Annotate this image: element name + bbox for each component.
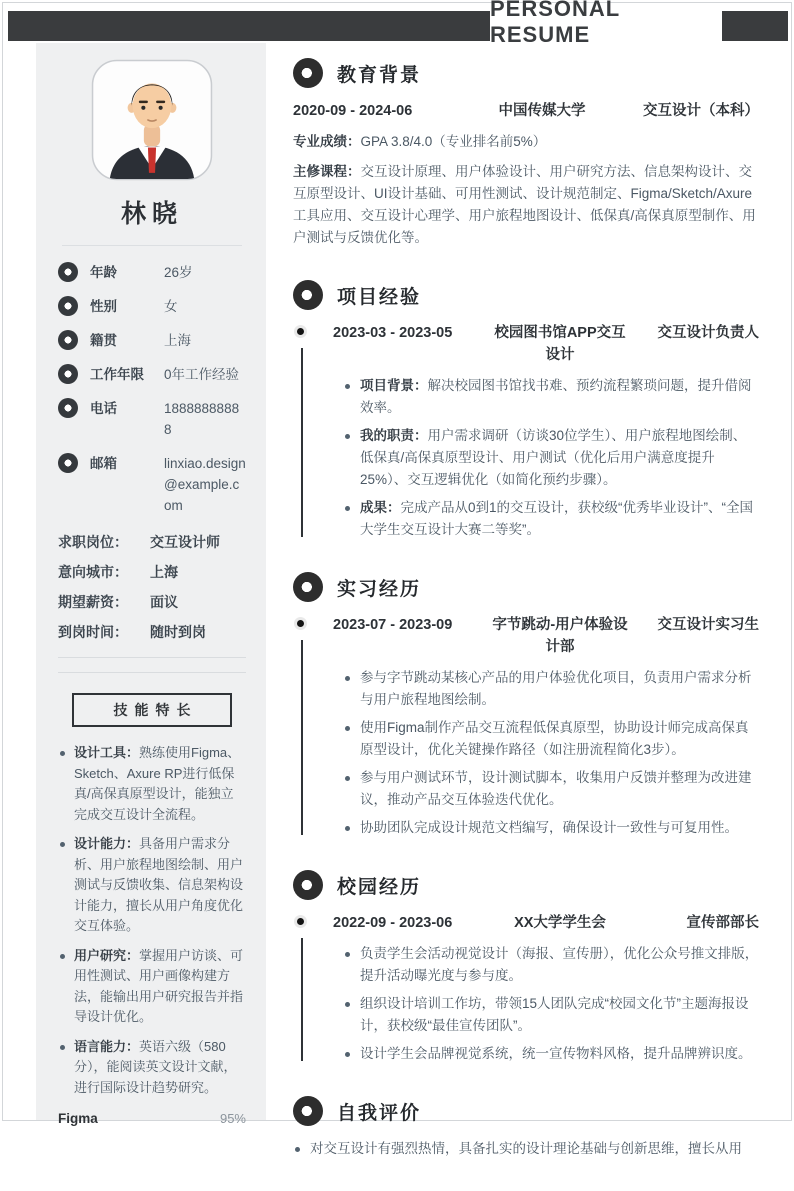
bullet-dot-icon	[60, 1045, 65, 1050]
entry-role: 交互设计实习生	[657, 617, 759, 633]
avatar-portrait-icon	[91, 59, 213, 181]
section-header	[293, 58, 759, 88]
timeline-entry	[293, 614, 759, 839]
bullet-item: 我的职责：用户需求调研（访谈30位学生）、用户旅程地图绘制、低保真/高保真原型设计、用户测试（优化后用户满意度提升25%）、交互逻辑优化（如简化预约步骤）。	[333, 425, 759, 491]
main-content	[293, 58, 759, 1191]
bullet-item: 参与用户测试环节，设计测试脚本，收集用户反馈并整理为改进建议，推动产品交互体验迭代优化。	[333, 767, 759, 811]
bullet-item: 使用Figma制作产品交互流程低保真原型，协助设计师完成高保真原型设计，优化关键操作路径（如注册流程简化3步）。	[333, 717, 759, 761]
info-label: 电话	[90, 401, 117, 416]
skill-meter-figma	[58, 1111, 246, 1126]
bullet-item: 设计学生会品牌视觉系统，统一宣传物料风格，提升品牌辨识度。	[333, 1043, 759, 1065]
timeline-line	[301, 348, 303, 537]
entry-period: 2023-03 - 2023-05	[333, 325, 453, 341]
info-value: 0年工作经验	[164, 367, 240, 382]
info-value: 18888888888	[164, 401, 240, 437]
section-internship	[293, 572, 759, 839]
section-header	[293, 870, 759, 900]
bullet-dot-icon	[345, 384, 350, 389]
info-label: 工作年限	[90, 367, 144, 382]
resume-page	[2, 0, 792, 1156]
entry-bullets	[333, 943, 759, 1065]
header-title-box	[490, 0, 722, 47]
entry-period: 2020-09 - 2024-06	[293, 103, 413, 119]
skills-list	[58, 743, 246, 1098]
skill-meter-name: Figma	[58, 1111, 98, 1126]
bullet-item: 负责学生会活动视觉设计（海报、宣传册），优化公众号推文排版，提升活动曝光度与参与度。	[333, 943, 759, 987]
entry-bullets	[293, 1138, 759, 1160]
bullet-item: 成果：完成产品从0到1的交互设计，获校级“优秀毕业设计”、“全国大学生交互设计大赛二等奖”。	[333, 497, 759, 541]
section-title: 项目经验	[337, 286, 422, 308]
entry-org: XX大学学生会	[514, 915, 606, 931]
bullet-dot-icon	[345, 1002, 350, 1007]
entry-major: 交互设计（本科）	[643, 103, 759, 119]
bullet-dot-icon	[345, 952, 350, 957]
candidate-name: 林晓	[120, 200, 183, 228]
skill-item-research: 用户研究：掌握用户访谈、可用性测试、用户画像构建方法，能输出用户研究报告并指导设计优化。	[58, 946, 246, 1028]
section-header	[293, 1096, 759, 1126]
bullet-item: 对交互设计有强烈热情，具备扎实的设计理论基础与创新思维，擅长从用	[293, 1138, 759, 1160]
section-self-evaluation	[293, 1096, 759, 1160]
entry-org: 字节跳动-用户体验设计部	[492, 617, 628, 655]
info-row-experience	[58, 364, 246, 385]
job-intent-list	[58, 532, 246, 643]
skills-title: 技能特长	[113, 702, 198, 718]
section-project	[293, 280, 759, 541]
divider	[58, 657, 246, 658]
personal-info-list	[58, 262, 246, 516]
section-bullet-icon	[293, 572, 323, 602]
bullet-item: 组织设计培训工作坊，带领15人团队完成“校园文化节”主题海报设计，获校级“最佳宣传团队”。	[333, 993, 759, 1037]
bullet-item: 项目背景：解决校园图书馆找书难、预约流程繁琐问题，提升借阅效率。	[333, 375, 759, 419]
bullet-item: 协助团队完成设计规范文档编写，确保设计一致性与可复用性。	[333, 817, 759, 839]
bullet-item: 参与字节跳动某核心产品的用户体验优化项目，负责用户需求分析与用户旅程地图绘制。	[333, 667, 759, 711]
bullet-dot-icon	[345, 776, 350, 781]
bullet-dot-icon	[60, 954, 65, 959]
info-value: 上海	[164, 333, 191, 348]
section-education	[293, 58, 759, 249]
entry-role: 宣传部部长	[686, 915, 759, 931]
timeline-line	[301, 938, 303, 1061]
entry-school: 中国传媒大学	[498, 103, 586, 119]
bullet-dot-icon	[60, 751, 65, 756]
timeline-entry	[293, 322, 759, 541]
entry-header	[333, 614, 759, 658]
info-label: 性别	[90, 299, 117, 314]
bullet-dot-icon	[345, 506, 350, 511]
entry-org: 校园图书馆APP交互设计	[494, 325, 626, 363]
bullet-dot-icon	[345, 676, 350, 681]
skill-item-language: 语言能力：英语六级（580分），能阅读英文设计文献，进行国际设计趋势研究。	[58, 1037, 246, 1099]
intent-row-salary: 期望薪资： 面议	[58, 594, 178, 610]
bullet-dot-icon	[345, 826, 350, 831]
education-gpa: 专业成绩：GPA 3.8/4.0（专业排名前5%）	[293, 134, 547, 149]
info-row-email	[58, 453, 246, 516]
bullet-ring-icon	[58, 262, 78, 282]
skill-meter-percent: 95%	[219, 1111, 246, 1126]
skill-item-design: 设计能力：具备用户需求分析、用户旅程地图绘制、用户测试与反馈收集、信息架构设计能力，擅长从用户角度优化交互体验。	[58, 834, 246, 937]
bullet-ring-icon	[58, 330, 78, 350]
bullet-dot-icon	[295, 1147, 300, 1152]
section-title: 教育背景	[337, 64, 422, 86]
sidebar	[36, 43, 266, 1126]
section-bullet-icon	[293, 58, 323, 88]
entry-role: 交互设计负责人	[657, 325, 759, 341]
section-bullet-icon	[293, 280, 323, 310]
bullet-ring-icon	[58, 453, 78, 473]
timeline-dot-icon	[294, 325, 307, 338]
timeline-dot-icon	[294, 915, 307, 928]
avatar	[58, 59, 246, 181]
intent-row-position: 求职岗位： 交互设计师	[58, 534, 220, 550]
timeline-dot-icon	[294, 617, 307, 630]
info-label: 籍贯	[90, 333, 117, 348]
info-row-age	[58, 262, 246, 283]
info-label: 邮箱	[90, 456, 117, 471]
entry-period: 2022-09 - 2023-06	[333, 915, 453, 931]
info-row-gender	[58, 296, 246, 317]
bullet-dot-icon	[60, 842, 65, 847]
info-value: linxiao.design@example.com	[164, 456, 246, 513]
page-title: PERSONAL RESUME	[490, 0, 620, 47]
entry-period: 2023-07 - 2023-09	[333, 617, 453, 633]
info-label: 年龄	[90, 265, 117, 280]
info-row-hometown	[58, 330, 246, 351]
section-header	[293, 572, 759, 602]
header-bar	[8, 0, 788, 47]
divider	[62, 245, 242, 246]
info-row-phone	[58, 398, 246, 440]
entry-bullets	[333, 667, 759, 839]
section-title: 自我评价	[337, 1102, 422, 1124]
info-value: 26岁	[164, 265, 193, 280]
bullet-ring-icon	[58, 398, 78, 418]
info-value: 女	[164, 299, 178, 314]
entry-bullets	[333, 375, 759, 541]
education-entry-header	[293, 100, 759, 122]
intent-row-availability: 到岗时间： 随时到岗	[58, 624, 206, 640]
skills-title-box	[72, 693, 232, 727]
education-courses: 主修课程：交互设计原理、用户体验设计、用户研究方法、信息架构设计、交互原型设计、UI设计基础、可用性测试、设计规范制定、Figma/Sketch/Axure工具应用、交互设计心理学、用户旅程地图设计、低保真/高保真原型制作、用户测试与反馈优化等。	[293, 164, 756, 245]
section-bullet-icon	[293, 1096, 323, 1126]
section-header	[293, 280, 759, 310]
section-campus	[293, 870, 759, 1065]
bullet-dot-icon	[345, 726, 350, 731]
timeline-entry	[293, 912, 759, 1065]
skill-item-tools: 设计工具：熟练使用Figma、Sketch、Axure RP进行低保真/高保真原型设计，能独立完成交互设计全流程。	[58, 743, 246, 825]
bullet-ring-icon	[58, 364, 78, 384]
section-bullet-icon	[293, 870, 323, 900]
entry-header	[333, 912, 759, 934]
timeline-line	[301, 640, 303, 835]
bullet-dot-icon	[345, 434, 350, 439]
intent-row-city: 意向城市： 上海	[58, 564, 178, 580]
section-title: 校园经历	[337, 876, 422, 898]
divider	[58, 672, 246, 673]
section-title: 实习经历	[337, 578, 422, 600]
bullet-dot-icon	[345, 1052, 350, 1057]
entry-header	[333, 322, 759, 366]
bullet-ring-icon	[58, 296, 78, 316]
